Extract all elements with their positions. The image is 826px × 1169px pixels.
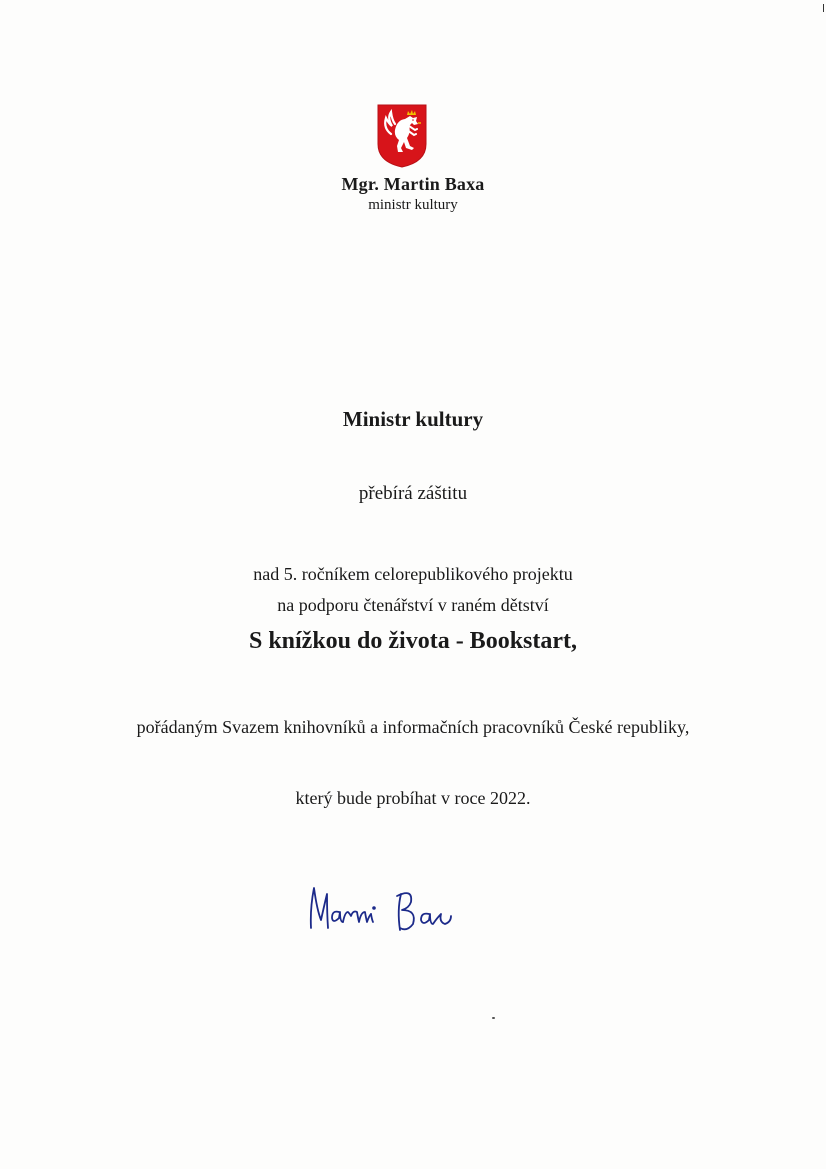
year-line: který bude probíhat v roce 2022. xyxy=(295,788,531,808)
patronage-statement: přebírá záštitu xyxy=(358,483,468,504)
scan-speck xyxy=(492,1017,495,1019)
project-name: S knížkou do života - Bookstart, xyxy=(248,628,578,654)
signatory-name: Mgr. Martin Baxa xyxy=(341,174,485,194)
czech-coat-of-arms-icon xyxy=(377,104,427,168)
project-edition-line: nad 5. ročníkem celorepublikového projektu xyxy=(253,564,573,584)
signatory-title: ministr kultury xyxy=(368,197,458,213)
scan-edge-mark xyxy=(823,4,824,12)
organizer-line: pořádaným Svazem knihovníků a informačních pracovníků České republiky, xyxy=(136,717,690,737)
project-purpose-line: na podporu čtenářství v raném dětství xyxy=(277,595,549,615)
document-heading: Ministr kultury xyxy=(342,407,484,431)
handwritten-signature xyxy=(305,880,465,940)
